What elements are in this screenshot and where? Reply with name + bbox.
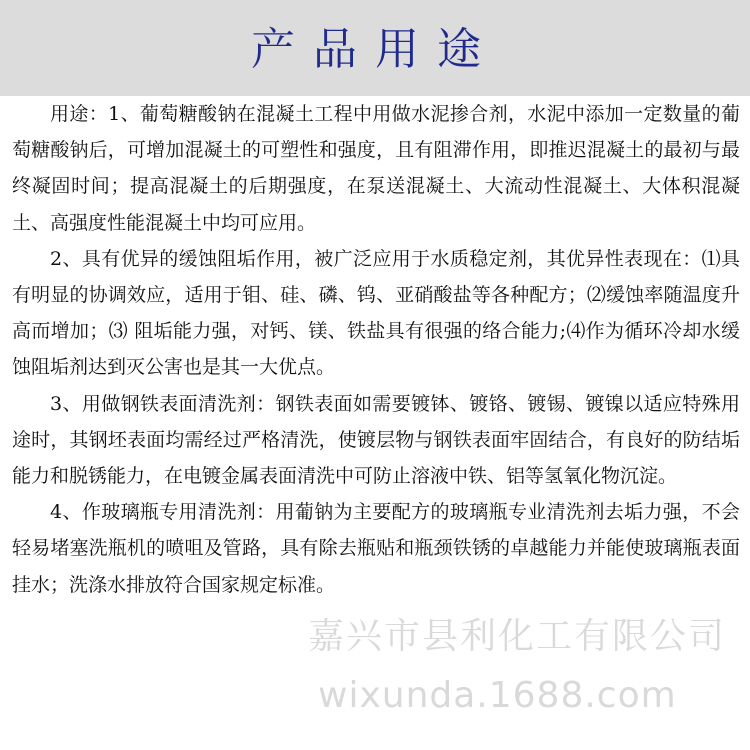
paragraph-steel-cleaning: 3、用做钢铁表面清洗剂：钢铁表面如需要镀钵、镀铬、镀锡、镀镍以适应特殊用途时，其钢坯表面均需经过严格清洗，使镀层物与钢铁表面牢固结合，有良好的防结垢能力和脱锈能力，在电镀金属表面清洗中可防止溶液中铁、铝等氢氧化物沉淀。: [12, 392, 740, 488]
paragraph-corrosion-inhibitor: 2、具有优异的缓蚀阻垢作用，被广泛应用于水质稳定剂，其优异性表现在：⑴具有明显的协调效应，适用于钼、硅、磷、钨、亚硝酸盐等各种配方；⑵缓蚀率随温度升高而增加；⑶ 阻垢能力强，对钙、镁、铁盐具有很强的络合能力;⑷作为循环冷却水缓蚀阻垢剂达到灭公害也是其一大优点。: [12, 247, 740, 379]
paragraph-glass-bottle-cleaning: 4、作玻璃瓶专用清洗剂：用葡钠为主要配方的玻璃瓶专业清洗剂去垢力强，不会轻易堵塞洗瓶机的喷咀及管路，具有除去瓶贴和瓶颈铁锈的卓越能力并能使玻璃瓶表面挂水；洗涤水排放符合国家规定标准。: [12, 501, 740, 596]
watermark-company: 嘉兴市县利化工有限公司: [308, 616, 727, 657]
document-body: [12, 96, 740, 603]
paragraph-usage-concrete: 用途：1、葡萄糖酸钠在混凝土工程中用做水泥掺合剂，水泥中添加一定数量的葡萄糖酸钠后，可增加混凝土的可塑性和强度，且有阻滞作用，即推迟混凝土的最初与最终凝固时间；提高混凝土的后期强度，在泵送混凝土、大流动性混凝土、大体积混凝土、高强度性能混凝土中均可应用。: [12, 103, 740, 234]
page-title: 产品用途: [251, 24, 499, 75]
watermark-url: wixunda.1688.com: [318, 675, 677, 716]
